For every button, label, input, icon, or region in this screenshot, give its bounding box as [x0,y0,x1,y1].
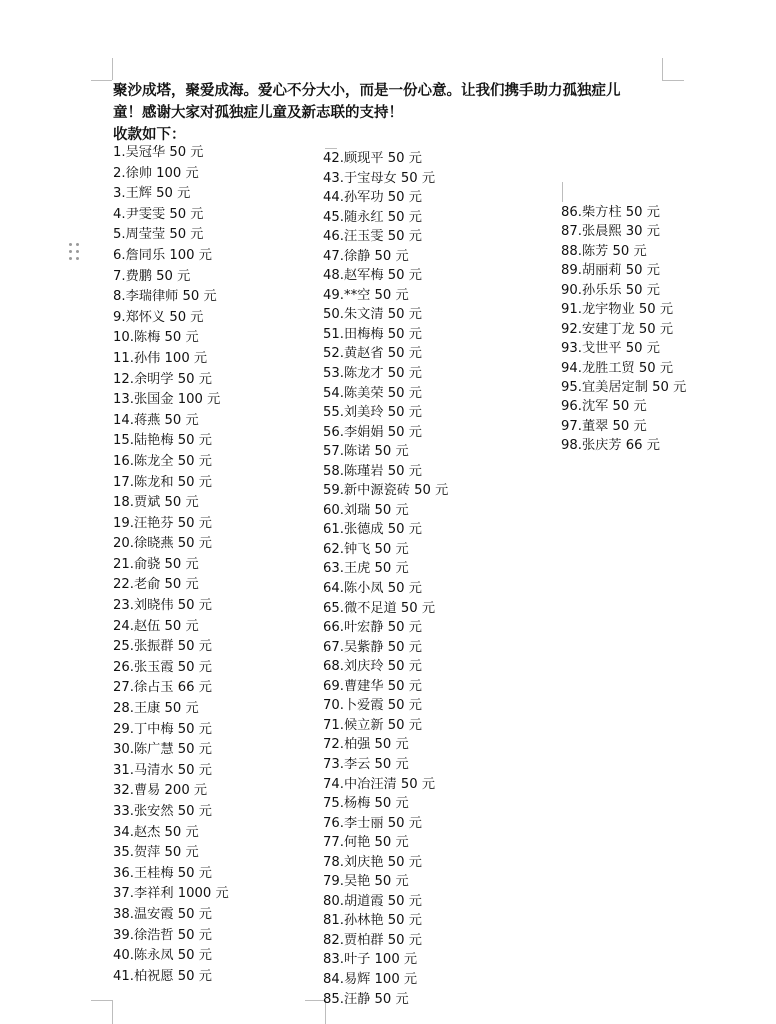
donation-item: 65.微不足道 50 元 [323,600,436,616]
donation-item: 52.黄赵省 50 元 [323,346,422,362]
donation-item: 17.陈龙和 50 元 [113,474,212,490]
donation-item: 3.王辉 50 元 [113,186,191,202]
paragraph-drag-handle-icon[interactable] [69,243,81,263]
donation-item: 32.曹易 200 元 [113,783,208,799]
donation-item: 24.赵伍 50 元 [113,618,199,634]
donation-item: 54.陈美荣 50 元 [323,385,422,401]
donation-item: 79.吴艳 50 元 [323,874,409,890]
donation-item: 63.王虎 50 元 [323,561,409,577]
donation-item: 60.刘瑞 50 元 [323,502,409,518]
donation-item: 26.张玉霞 50 元 [113,659,212,675]
column-mark-col3-v [562,182,563,202]
donation-item: 70.卜爱霞 50 元 [323,698,422,714]
crop-mark-bottom-left-v [112,1000,113,1024]
donation-item: 93.戈世平 50 元 [561,341,660,357]
donation-item: 4.尹雯雯 50 元 [113,206,204,222]
donation-item: 68.刘庆玲 50 元 [323,659,422,675]
donation-item: 23.刘晓伟 50 元 [113,598,212,614]
donation-item: 91.龙宇物业 50 元 [561,302,674,318]
donation-item: 81.孙林艳 50 元 [323,913,422,929]
donation-item: 42.顾现平 50 元 [323,151,422,166]
intro-paragraph [113,80,673,146]
donation-item: 16.陈龙全 50 元 [113,453,212,469]
donation-item: 85.汪静 50 元 [323,991,409,1007]
donation-item: 28.王康 50 元 [113,701,199,717]
donation-item: 73.李云 50 元 [323,756,409,772]
donation-item: 6.詹同乐 100 元 [113,247,212,263]
crop-mark-bottom-left-h [91,1000,112,1001]
donation-item: 84.易辉 100 元 [323,971,418,987]
donation-item: 9.郑怀义 50 元 [113,309,204,325]
donation-item: 35.贺萍 50 元 [113,845,199,861]
donation-item: 58.陈瑾岩 50 元 [323,463,422,479]
donation-item: 30.陈广慧 50 元 [113,742,212,758]
donation-item: 95.宜美居定制 50 元 [561,379,687,395]
donation-item: 8.李瑞律师 50 元 [113,289,217,305]
intro-line-2: 童！感谢大家对孤独症儿童及新志联的支持！ [113,105,403,121]
handle-dot [76,257,79,260]
donation-item: 57.陈诺 50 元 [323,444,409,460]
donation-item: 39.徐浩哲 50 元 [113,927,212,943]
donation-item: 90.孙乐乐 50 元 [561,282,660,298]
donation-item: 2.徐帅 100 元 [113,165,199,181]
donation-item: 5.周莹莹 50 元 [113,227,204,243]
crop-mark-top-right-v [662,58,663,80]
donation-item: 64.陈小凤 50 元 [323,581,422,597]
donation-list-column-2 [323,149,448,1009]
donation-item: 75.杨梅 50 元 [323,796,409,812]
donation-item: 98.张庆芳 66 元 [561,438,660,454]
donation-item: 94.龙胜工贸 50 元 [561,360,674,376]
donation-item: 41.柏祝愿 50 元 [113,968,212,984]
donation-item: 62.钟飞 50 元 [323,541,409,557]
handle-dot [69,243,72,246]
donation-item: 96.沈军 50 元 [561,399,647,415]
donation-item: 18.贾斌 50 元 [113,495,199,511]
donation-list-column-1 [113,143,229,987]
donation-item: 22.老俞 50 元 [113,577,199,593]
donation-item: 76.李士丽 50 元 [323,815,422,831]
handle-dot [69,250,72,253]
donation-item: 14.蒋燕 50 元 [113,412,199,428]
donation-item: 1.吴冠华 50 元 [113,145,204,160]
donation-item: 92.安建丁龙 50 元 [561,321,674,337]
donation-item: 97.董翠 50 元 [561,418,647,434]
donation-item: 31.马清水 50 元 [113,762,212,778]
donation-item: 88.陈芳 50 元 [561,243,647,259]
donation-item: 89.胡丽莉 50 元 [561,263,660,279]
donation-item: 11.孙伟 100 元 [113,350,208,366]
donation-list-column-3 [561,203,686,456]
donation-item: 44.孙军功 50 元 [323,190,422,206]
donation-item: 13.张国金 100 元 [113,392,221,408]
crop-mark-top-left-h [91,80,112,81]
donation-item: 82.贾柏群 50 元 [323,932,422,948]
donation-item: 86.柴方柱 50 元 [561,205,660,220]
donation-item: 80.胡道霞 50 元 [323,893,422,909]
donation-item: 56.李娟娟 50 元 [323,424,422,440]
donation-item: 61.张德成 50 元 [323,522,422,538]
donation-item: 67.吴紫静 50 元 [323,639,422,655]
crop-mark-bottom-mid-h [305,1000,325,1001]
donation-item: 7.费鹏 50 元 [113,268,191,284]
donation-item: 87.张晨熙 30 元 [561,224,660,240]
donation-item: 53.陈龙才 50 元 [323,366,422,382]
donation-item: 20.徐晓燕 50 元 [113,536,212,552]
handle-dot [76,243,79,246]
handle-dot [69,257,72,260]
donation-item: 38.温安霞 50 元 [113,906,212,922]
donation-item: 77.何艳 50 元 [323,835,409,851]
donation-item: 40.陈永凤 50 元 [113,948,212,964]
donation-item: 74.中冶汪清 50 元 [323,776,436,792]
donation-item: 72.柏强 50 元 [323,737,409,753]
donation-item: 78.刘庆艳 50 元 [323,854,422,870]
donation-item: 33.张安然 50 元 [113,804,212,819]
donation-item: 46.汪玉雯 50 元 [323,229,422,245]
donation-item: 50.朱文清 50 元 [323,307,422,323]
donation-item: 43.于宝母女 50 元 [323,170,436,186]
donation-item: 21.俞骁 50 元 [113,556,199,572]
donation-item: 10.陈梅 50 元 [113,330,199,346]
donation-item: 36.王桂梅 50 元 [113,865,212,881]
donation-item: 48.赵军梅 50 元 [323,268,422,284]
donation-item: 25.张振群 50 元 [113,639,212,655]
donation-item: 83.叶子 100 元 [323,952,418,968]
donation-item: 66.叶宏静 50 元 [323,620,422,636]
donation-item: 12.余明学 50 元 [113,371,212,387]
intro-line-1: 聚沙成塔，聚爱成海。爱心不分大小，而是一份心意。让我们携手助力孤独症儿 [113,83,621,99]
donation-item: 49.**空 50 元 [323,287,409,303]
crop-mark-top-left-v [112,58,113,80]
donation-item: 37.李祥利 1000 元 [113,886,229,902]
donation-item: 47.徐静 50 元 [323,248,409,264]
donation-item: 15.陆艳梅 50 元 [113,433,212,449]
handle-dot [76,250,79,253]
donation-item: 19.汪艳芬 50 元 [113,515,212,531]
donation-item: 59.新中源瓷砖 50 元 [323,483,449,499]
intro-line-3: 收款如下： [113,127,186,143]
donation-item: 34.赵杰 50 元 [113,824,199,840]
donation-item: 51.田梅梅 50 元 [323,326,422,342]
donation-item: 27.徐占玉 66 元 [113,680,212,696]
donation-item: 45.随永红 50 元 [323,209,422,225]
donation-item: 71.候立新 50 元 [323,717,422,733]
donation-item: 29.丁中梅 50 元 [113,721,212,737]
donation-item: 55.刘美玲 50 元 [323,405,422,421]
donation-item: 69.曹建华 50 元 [323,678,422,694]
